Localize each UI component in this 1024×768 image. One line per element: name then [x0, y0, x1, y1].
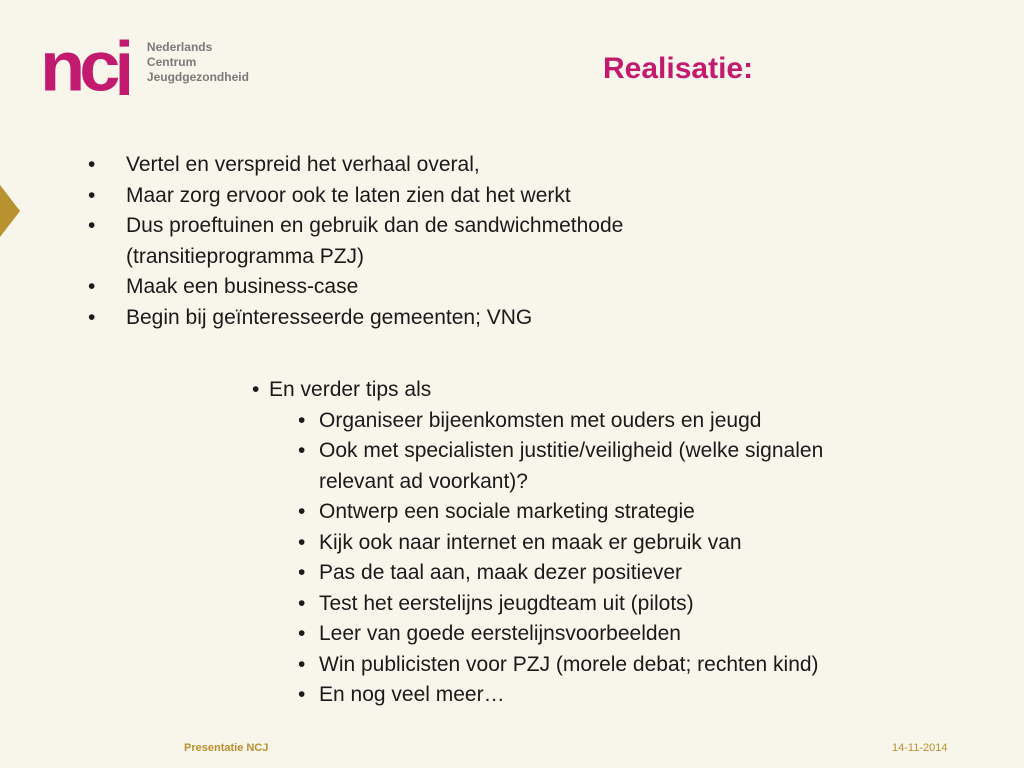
list-item: • Maak een business-case — [88, 272, 768, 303]
list-item: • Begin bij geïnteresseerde gemeenten; VNG — [88, 303, 768, 334]
bullet-icon: • — [298, 530, 306, 554]
ncj-logo-mark: ncj — [40, 38, 129, 95]
list-item: • Organiseer bijeenkomsten met ouders en jeugd — [298, 406, 858, 437]
bullet-icon: • — [298, 500, 306, 523]
slide-title: Realisatie: — [603, 52, 754, 85]
bullet-icon: • — [298, 408, 306, 432]
slide-arrow-icon — [0, 185, 20, 237]
list-item: • En nog veel meer… — [298, 680, 858, 711]
main-bullet-list — [88, 150, 768, 333]
list-item: • Leer van goede eerstelijnsvoorbeelden — [298, 619, 858, 650]
footer-presentation-label: Presentatie NCJ — [184, 742, 269, 754]
list-item: • Win publicisten voor PZJ (morele debat; rechten kind) — [298, 650, 858, 681]
logo-line-2: Centrum — [146, 55, 197, 69]
footer-date: 14-11-2014 — [892, 742, 948, 754]
list-item: • Pas de taal aan, maak dezer positiever — [298, 558, 858, 589]
list-item: • Maar zorg ervoor ook te laten zien dat het werkt — [88, 181, 768, 212]
bullet-icon: • — [252, 378, 260, 401]
bullet-icon: • — [298, 561, 306, 584]
list-item: • Test het eerstelijns jeugdteam uit (pilots) — [298, 589, 858, 620]
list-item: • Ontwerp een sociale marketing strategie — [298, 497, 858, 528]
list-item: • Kijk ook naar internet en maak er gebruik van — [298, 528, 858, 559]
bullet-icon: • — [88, 305, 96, 329]
logo-line-1: Nederlands — [146, 40, 213, 54]
logo-line-3: Jeugdgezondheid — [146, 70, 249, 84]
bullet-icon: • — [298, 591, 306, 615]
bullet-icon: • — [88, 275, 96, 298]
ncj-logo-text — [147, 40, 249, 85]
bullet-icon: • — [88, 214, 96, 237]
bullet-icon: • — [88, 183, 96, 207]
tips-sublist — [298, 406, 858, 711]
list-item: • Dus proeftuinen en gebruik dan de sandwichmethode (transitieprogramma PZJ) — [88, 211, 768, 272]
bullet-icon: • — [298, 683, 306, 706]
bullet-icon: • — [298, 652, 306, 676]
bullet-icon: • — [298, 622, 306, 645]
tips-sublist-wrapper — [252, 406, 912, 711]
ncj-logo — [40, 38, 249, 98]
tips-heading: • En verder tips als — [252, 375, 912, 406]
bullet-icon: • — [298, 439, 306, 462]
list-item: • Ook met specialisten justitie/veiligheid (welke signalen relevant ad voorkant)? — [298, 436, 858, 497]
tips-list — [252, 375, 912, 711]
bullet-icon: • — [88, 153, 96, 176]
list-item: • Vertel en verspreid het verhaal overal, — [88, 150, 768, 181]
